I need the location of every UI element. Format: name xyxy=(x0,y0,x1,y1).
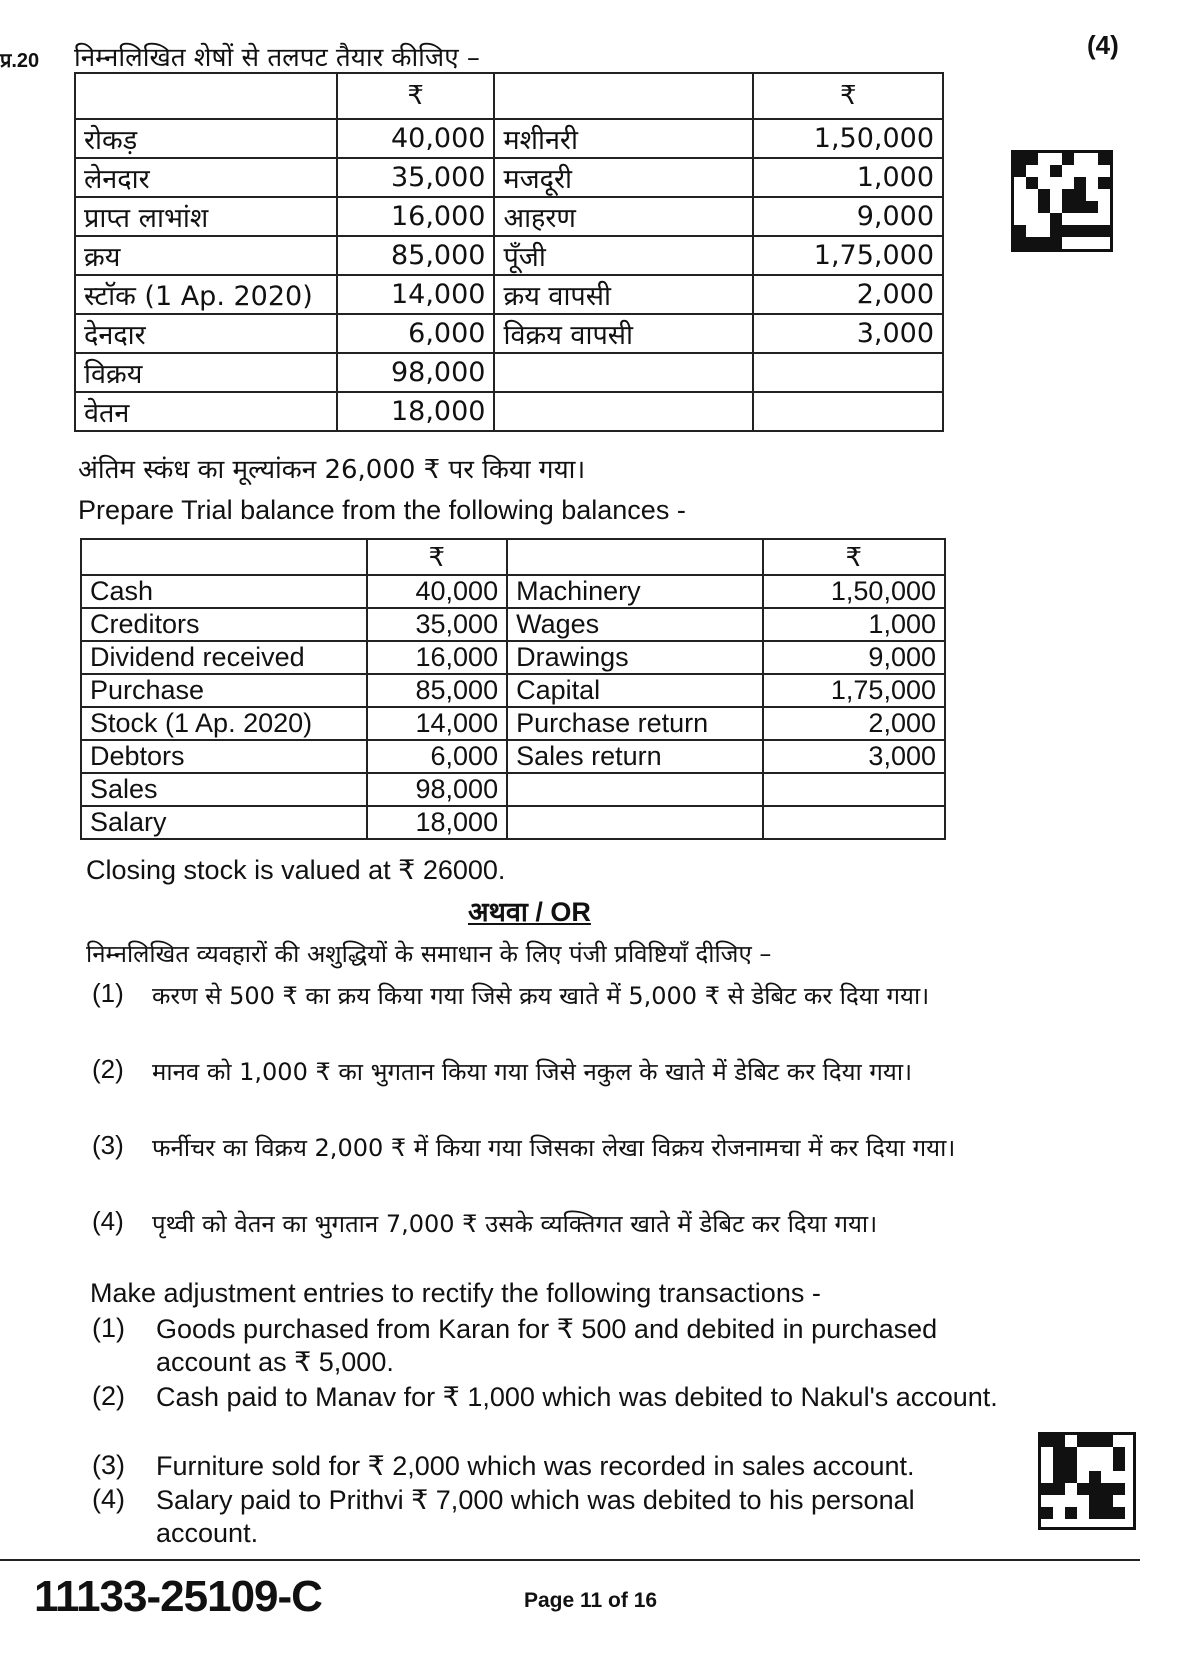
hindi-rectification-intro: निम्नलिखित व्यवहारों की अशुद्धियों के समाधान के लिए पंजी प्रविष्टियाँ दीजिए – xyxy=(86,940,772,968)
table-row xyxy=(75,392,943,431)
qr-module xyxy=(1038,189,1050,201)
qr-module xyxy=(1026,237,1038,249)
qr-module xyxy=(1065,1459,1077,1471)
left-account-amount: 6,000 xyxy=(367,740,508,773)
right-account-name: मजदूरी xyxy=(494,158,753,197)
right-account-amount xyxy=(763,806,945,839)
qr-module xyxy=(1065,1471,1077,1483)
qr-module xyxy=(1053,1447,1065,1459)
item-number: (1) xyxy=(92,1313,125,1343)
qr-module xyxy=(1098,177,1110,189)
qr-module xyxy=(1065,1447,1077,1459)
qr-module xyxy=(1098,225,1110,237)
left-account-name: स्टॉक (1 Ap. 2020) xyxy=(75,275,337,314)
qr-module xyxy=(1062,201,1074,213)
english-closing-stock-note: Closing stock is valued at ₹ 26000. xyxy=(86,855,506,885)
table-row xyxy=(75,275,943,314)
qr-module xyxy=(1074,177,1086,189)
left-account-name: लेनदार xyxy=(75,158,337,197)
left-account-amount: 98,000 xyxy=(337,353,495,392)
table-row xyxy=(75,197,943,236)
qr-module xyxy=(1038,201,1050,213)
left-account-name: Debtors xyxy=(81,740,367,773)
left-account-name: देनदार xyxy=(75,314,337,353)
table-row xyxy=(81,674,945,707)
qr-module xyxy=(1113,1459,1125,1471)
footer-divider xyxy=(0,1559,1140,1561)
item-number: (3) xyxy=(92,1130,124,1160)
header-blank-cell xyxy=(81,539,367,575)
item-number: (4) xyxy=(92,1206,124,1236)
table-row xyxy=(81,575,945,608)
right-account-name: आहरण xyxy=(494,197,753,236)
left-account-amount: 14,000 xyxy=(337,275,495,314)
rupee-header: ₹ xyxy=(337,73,495,119)
table-header-row xyxy=(81,539,945,575)
qr-code-top xyxy=(1011,150,1113,252)
qr-module xyxy=(1014,165,1026,177)
qr-module xyxy=(1089,1483,1101,1495)
qr-module xyxy=(1089,1435,1101,1447)
right-account-name: Machinery xyxy=(507,575,763,608)
qr-module xyxy=(1062,153,1074,165)
left-account-name: वेतन xyxy=(75,392,337,431)
qr-module xyxy=(1113,1483,1125,1495)
right-account-amount: 1,75,000 xyxy=(763,674,945,707)
left-account-amount: 35,000 xyxy=(337,158,495,197)
right-account-name: मशीनरी xyxy=(494,119,753,158)
qr-module xyxy=(1086,225,1098,237)
qr-module xyxy=(1101,1435,1113,1447)
qr-module xyxy=(1041,1483,1053,1495)
qr-code-bottom xyxy=(1038,1432,1136,1530)
left-account-amount: 16,000 xyxy=(337,197,495,236)
item-text: पृथ्वी को वेतन का भुगतान 7,000 ₹ उसके व्यक्तिगत खाते में डेबिट कर दिया गया। xyxy=(152,1210,878,1238)
english-question-title: Prepare Trial balance from the following balances - xyxy=(78,495,686,525)
right-account-amount xyxy=(753,392,943,431)
header-blank-cell xyxy=(494,73,753,119)
item-text: Furniture sold for ₹ 2,000 which was recorded in sales account. xyxy=(156,1451,915,1481)
right-account-amount: 1,000 xyxy=(763,608,945,641)
right-account-name xyxy=(507,806,763,839)
left-account-name: Purchase xyxy=(81,674,367,707)
qr-module xyxy=(1101,1483,1113,1495)
table-row xyxy=(75,236,943,275)
item-text: Salary paid to Prithvi ₹ 7,000 which was debited to his personal account. xyxy=(156,1485,915,1548)
left-account-amount: 6,000 xyxy=(337,314,495,353)
qr-module xyxy=(1089,1495,1101,1507)
qr-module xyxy=(1014,153,1026,165)
qr-module xyxy=(1014,225,1026,237)
item-number: (3) xyxy=(92,1450,125,1480)
qr-module xyxy=(1074,225,1086,237)
table-row xyxy=(81,806,945,839)
hindi-balances-table xyxy=(74,72,944,432)
left-account-name: Dividend received xyxy=(81,641,367,674)
left-account-name: क्रय xyxy=(75,236,337,275)
table-row xyxy=(81,707,945,740)
left-account-name: Salary xyxy=(81,806,367,839)
left-account-name: Cash xyxy=(81,575,367,608)
left-account-amount: 35,000 xyxy=(367,608,508,641)
qr-module xyxy=(1053,1459,1065,1471)
right-account-name: Drawings xyxy=(507,641,763,674)
qr-module xyxy=(1041,1435,1053,1447)
table-row xyxy=(81,773,945,806)
right-account-name xyxy=(494,353,753,392)
table-row xyxy=(81,740,945,773)
left-account-amount: 85,000 xyxy=(337,236,495,275)
right-account-amount: 2,000 xyxy=(753,275,943,314)
marks-label: (4) xyxy=(1087,30,1119,60)
qr-module xyxy=(1053,1435,1065,1447)
item-text: मानव को 1,000 ₹ का भुगतान किया गया जिसे नकुल के खाते में डेबिट कर दिया गया। xyxy=(152,1058,913,1086)
right-account-name xyxy=(494,392,753,431)
table-header-row xyxy=(75,73,943,119)
question-number: प्र.20 xyxy=(0,50,40,72)
right-account-amount: 2,000 xyxy=(763,707,945,740)
right-account-amount: 9,000 xyxy=(753,197,943,236)
table-row xyxy=(81,641,945,674)
qr-module xyxy=(1062,189,1074,201)
qr-module xyxy=(1014,237,1026,249)
right-account-amount xyxy=(763,773,945,806)
right-account-amount: 1,000 xyxy=(753,158,943,197)
right-account-amount xyxy=(753,353,943,392)
english-balances-table xyxy=(80,538,946,840)
left-account-name: प्राप्त लाभांश xyxy=(75,197,337,236)
right-account-name: Wages xyxy=(507,608,763,641)
page-number: Page 11 of 16 xyxy=(524,1589,658,1612)
qr-module xyxy=(1062,225,1074,237)
right-account-name: पूँजी xyxy=(494,236,753,275)
qr-module xyxy=(1026,177,1038,189)
left-account-amount: 98,000 xyxy=(367,773,508,806)
right-account-name: Purchase return xyxy=(507,707,763,740)
left-account-name: Sales xyxy=(81,773,367,806)
left-account-name: विक्रय xyxy=(75,353,337,392)
qr-module xyxy=(1050,165,1062,177)
qr-module xyxy=(1050,225,1062,237)
right-account-name xyxy=(507,773,763,806)
left-account-name: Creditors xyxy=(81,608,367,641)
qr-module xyxy=(1053,1483,1065,1495)
qr-module xyxy=(1113,1507,1125,1519)
qr-module xyxy=(1077,1435,1089,1447)
table-row xyxy=(75,353,943,392)
rupee-header: ₹ xyxy=(367,539,508,575)
qr-module xyxy=(1089,1507,1101,1519)
right-account-amount: 1,50,000 xyxy=(763,575,945,608)
table-row xyxy=(75,314,943,353)
qr-module xyxy=(1101,1507,1113,1519)
table-row xyxy=(81,608,945,641)
qr-module xyxy=(1038,237,1050,249)
right-account-amount: 1,50,000 xyxy=(753,119,943,158)
qr-module xyxy=(1041,1507,1053,1519)
qr-module xyxy=(1074,201,1086,213)
hindi-closing-stock-note: अंतिम स्कंध का मूल्यांकन 26,000 ₹ पर किया गया। xyxy=(78,455,586,485)
qr-module xyxy=(1074,189,1086,201)
table-row xyxy=(75,158,943,197)
qr-module xyxy=(1065,1507,1077,1519)
right-account-amount: 9,000 xyxy=(763,641,945,674)
header-blank-cell xyxy=(507,539,763,575)
item-number: (2) xyxy=(92,1381,125,1411)
qr-module xyxy=(1053,1471,1065,1483)
right-account-amount: 3,000 xyxy=(753,314,943,353)
item-text: Cash paid to Manav for ₹ 1,000 which was debited to Nakul's account. xyxy=(156,1382,998,1412)
right-account-amount: 1,75,000 xyxy=(753,236,943,275)
left-account-name: Stock (1 Ap. 2020) xyxy=(81,707,367,740)
item-text: फर्नीचर का विक्रय 2,000 ₹ में किया गया जिसका लेखा विक्रय रोजनामचा में कर दिया गया। xyxy=(152,1134,956,1162)
left-account-amount: 16,000 xyxy=(367,641,508,674)
qr-module xyxy=(1113,1447,1125,1459)
qr-module xyxy=(1089,1471,1101,1483)
table-row xyxy=(75,119,943,158)
paper-code: 11133-25109-C xyxy=(34,1572,322,1621)
item-number: (1) xyxy=(92,978,124,1008)
right-account-name: Capital xyxy=(507,674,763,707)
left-account-amount: 85,000 xyxy=(367,674,508,707)
item-number: (2) xyxy=(92,1054,124,1084)
left-account-amount: 40,000 xyxy=(337,119,495,158)
qr-module xyxy=(1101,1495,1113,1507)
hindi-question-title: निम्नलिखित शेषों से तलपट तैयार कीजिए – xyxy=(74,43,480,73)
item-number: (4) xyxy=(92,1484,125,1514)
or-heading: अथवा / OR xyxy=(468,897,591,927)
left-account-amount: 18,000 xyxy=(337,392,495,431)
left-account-amount: 40,000 xyxy=(367,575,508,608)
item-text: करण से 500 ₹ का क्रय किया गया जिसे क्रय खाते में 5,000 ₹ से डेबिट कर दिया गया। xyxy=(152,982,930,1010)
qr-module xyxy=(1077,1483,1089,1495)
right-account-name: विक्रय वापसी xyxy=(494,314,753,353)
rupee-header: ₹ xyxy=(753,73,943,119)
header-blank-cell xyxy=(75,73,337,119)
left-account-name: रोकड़ xyxy=(75,119,337,158)
item-text: Goods purchased from Karan for ₹ 500 and debited in purchased account as ₹ 5,000. xyxy=(156,1314,938,1377)
qr-module xyxy=(1050,213,1062,225)
left-account-amount: 18,000 xyxy=(367,806,508,839)
english-rectification-intro: Make adjustment entries to rectify the following transactions - xyxy=(90,1278,821,1308)
right-account-name: क्रय वापसी xyxy=(494,275,753,314)
qr-module xyxy=(1086,201,1098,213)
qr-module xyxy=(1050,237,1062,249)
qr-module xyxy=(1026,153,1038,165)
rupee-header: ₹ xyxy=(763,539,945,575)
right-account-name: Sales return xyxy=(507,740,763,773)
right-account-amount: 3,000 xyxy=(763,740,945,773)
left-account-amount: 14,000 xyxy=(367,707,508,740)
qr-module xyxy=(1098,153,1110,165)
